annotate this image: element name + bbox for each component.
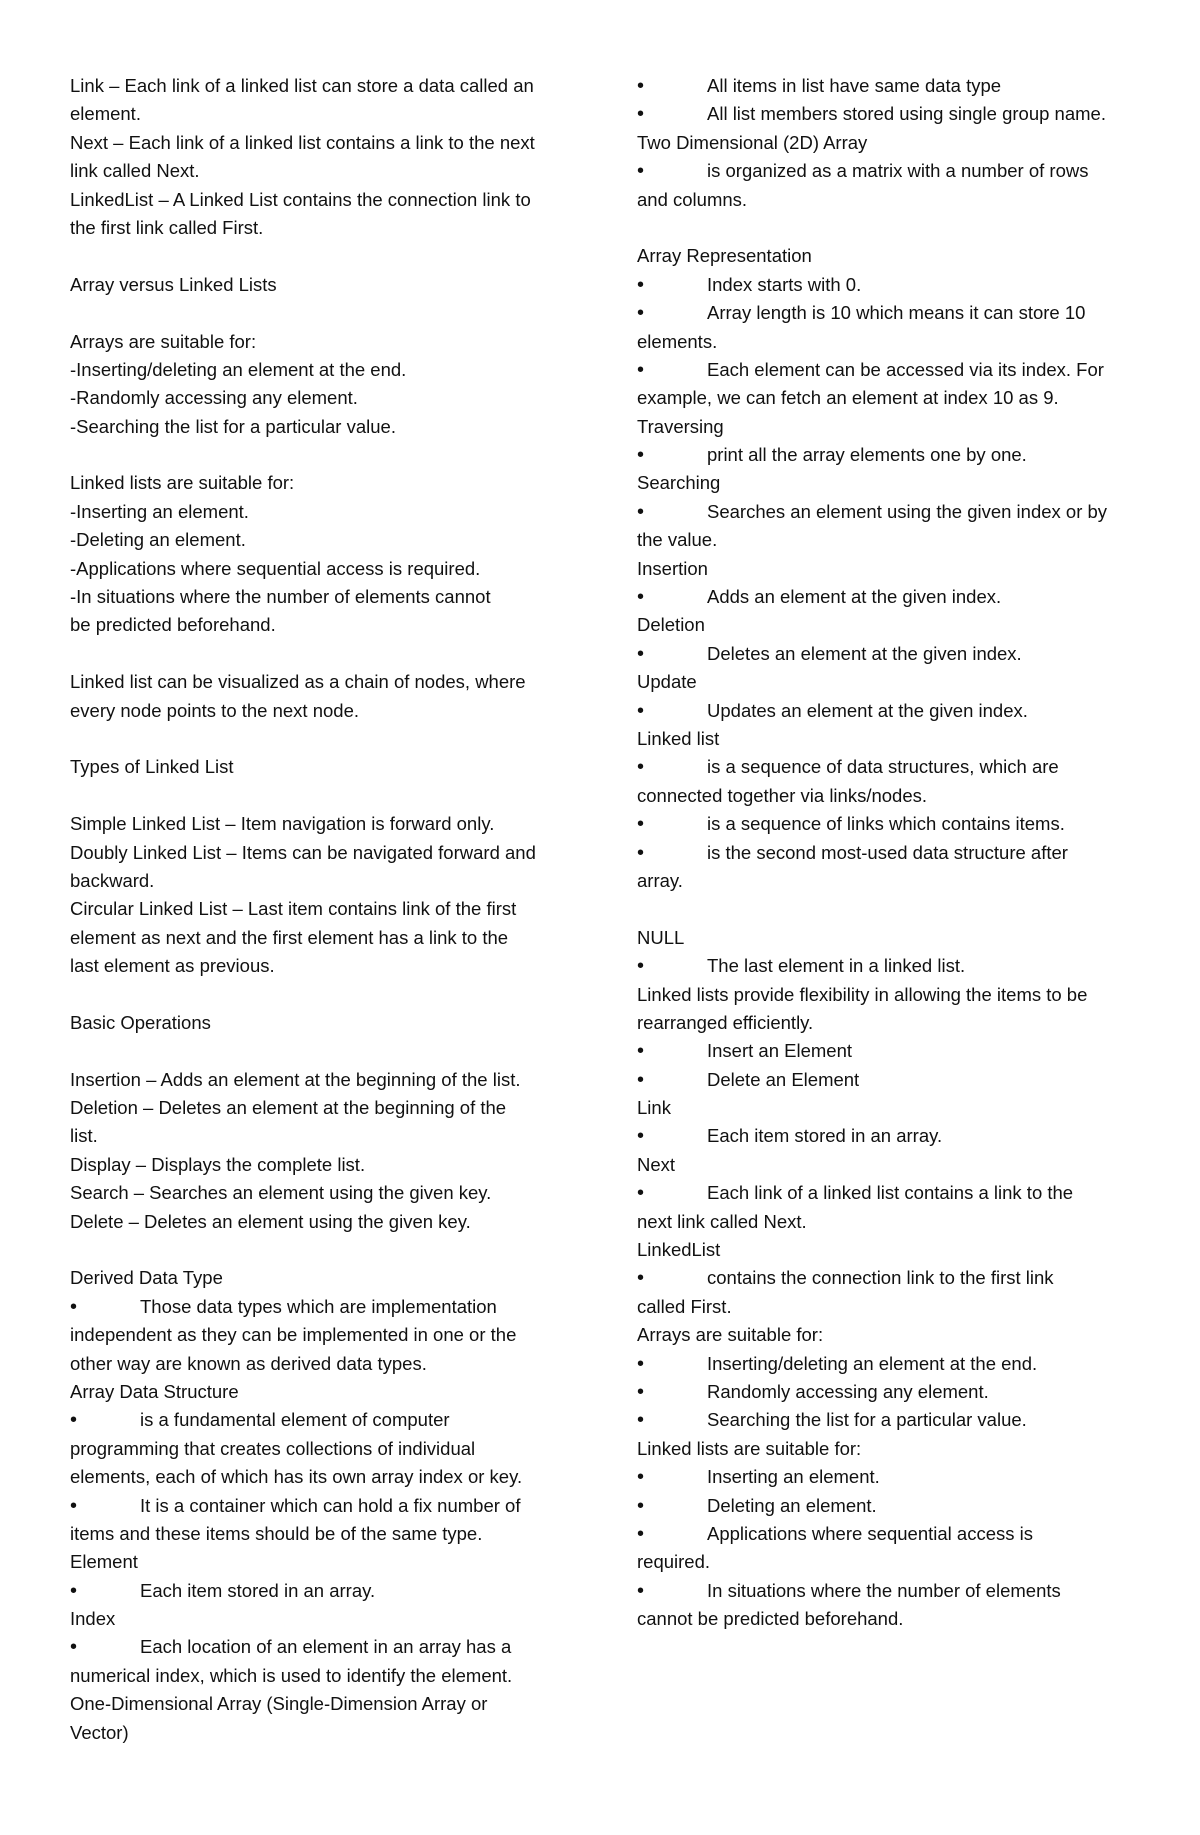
blank-line bbox=[637, 214, 1137, 242]
text-line: Arrays are suitable for: bbox=[70, 330, 257, 352]
text-line: Traversing bbox=[637, 415, 724, 437]
text-line: Linked lists are suitable for: bbox=[70, 472, 295, 494]
bullet-icon: • bbox=[637, 813, 645, 836]
bullet-text: Inserting an element. bbox=[707, 1466, 880, 1488]
bullet-text: is a sequence of data structures, which are bbox=[707, 756, 1059, 778]
text-line: LinkedList bbox=[637, 1239, 721, 1261]
text-line: -In situations where the number of elements cannot bbox=[70, 586, 491, 608]
bullet-icon: • bbox=[637, 1522, 645, 1545]
text-line: array. bbox=[637, 869, 683, 891]
bullet-text: The last element in a linked list. bbox=[707, 955, 966, 977]
bullet-item bbox=[637, 1350, 1137, 1378]
text-line: Types of Linked List bbox=[70, 756, 234, 778]
bullet-icon: • bbox=[637, 500, 645, 523]
bullet-icon: • bbox=[637, 1125, 645, 1148]
text-line: the first link called First. bbox=[70, 216, 264, 238]
bullet-item bbox=[637, 498, 1137, 526]
text-line: the value. bbox=[637, 529, 718, 551]
bullet-icon: • bbox=[637, 1068, 645, 1091]
bullet-icon: • bbox=[637, 642, 645, 665]
bullet-icon: • bbox=[637, 841, 645, 864]
text-line: -Applications where sequential access is required. bbox=[70, 557, 481, 579]
bullet-item bbox=[637, 72, 1137, 100]
bullet-text: Searches an element using the given index or by bbox=[707, 500, 1108, 522]
bullet-text: print all the array elements one by one. bbox=[707, 444, 1027, 466]
bullet-icon: • bbox=[637, 302, 645, 325]
text-line: Doubly Linked List – Items can be navigated forward and bbox=[70, 841, 536, 863]
blank-line bbox=[70, 1037, 570, 1065]
text-line: every node points to the next node. bbox=[70, 699, 360, 721]
bullet-text: Adds an element at the given index. bbox=[707, 586, 1002, 608]
text-line: Insertion bbox=[637, 557, 708, 579]
bullet-item bbox=[70, 1293, 570, 1321]
blank-line bbox=[70, 725, 570, 753]
bullet-icon: • bbox=[637, 586, 645, 609]
text-line: numerical index, which is used to identify the element. bbox=[70, 1664, 513, 1686]
text-line: elements. bbox=[637, 330, 718, 352]
text-line: rearranged efficiently. bbox=[637, 1011, 814, 1033]
text-line: Simple Linked List – Item navigation is forward only. bbox=[70, 813, 495, 835]
text-line: Delete – Deletes an element using the given key. bbox=[70, 1210, 471, 1232]
bullet-icon: • bbox=[637, 955, 645, 978]
bullet-item bbox=[637, 839, 1137, 867]
text-line: Next bbox=[637, 1153, 676, 1175]
text-line: -Inserting/deleting an element at the end. bbox=[70, 358, 407, 380]
bullet-item bbox=[637, 810, 1137, 838]
text-line: Display – Displays the complete list. bbox=[70, 1153, 366, 1175]
bullet-item bbox=[637, 356, 1137, 384]
text-line: Derived Data Type bbox=[70, 1267, 223, 1289]
text-line: One-Dimensional Array (Single-Dimension Array or bbox=[70, 1693, 488, 1715]
text-line: called First. bbox=[637, 1295, 732, 1317]
bullet-icon: • bbox=[637, 699, 645, 722]
bullet-icon: • bbox=[637, 756, 645, 779]
text-line: Update bbox=[637, 671, 697, 693]
bullet-item bbox=[70, 1633, 570, 1661]
text-line: items and these items should be of the same type. bbox=[70, 1522, 483, 1544]
bullet-text: All list members stored using single group name. bbox=[707, 103, 1106, 125]
bullet-item bbox=[637, 1406, 1137, 1434]
text-line: Search – Searches an element using the given key. bbox=[70, 1182, 492, 1204]
text-line: next link called Next. bbox=[637, 1210, 807, 1232]
bullet-text: Inserting/deleting an element at the end. bbox=[707, 1352, 1038, 1374]
blank-line bbox=[637, 895, 1137, 923]
bullet-icon: • bbox=[637, 1267, 645, 1290]
text-line: list. bbox=[70, 1125, 98, 1147]
text-line: Next – Each link of a linked list contains a link to the next bbox=[70, 131, 535, 153]
text-line: Insertion – Adds an element at the beginning of the list. bbox=[70, 1068, 521, 1090]
bullet-text: Each location of an element in an array has a bbox=[140, 1636, 512, 1658]
bullet-icon: • bbox=[637, 1409, 645, 1432]
text-line: link called Next. bbox=[70, 160, 200, 182]
bullet-text: is organized as a matrix with a number of rows bbox=[707, 160, 1089, 182]
text-line: Element bbox=[70, 1551, 138, 1573]
bullet-item bbox=[637, 640, 1137, 668]
bullet-icon: • bbox=[637, 75, 645, 97]
bullet-item bbox=[637, 100, 1137, 128]
text-line: Linked lists are suitable for: bbox=[637, 1437, 862, 1459]
blank-line bbox=[70, 782, 570, 810]
text-line: -Deleting an element. bbox=[70, 529, 246, 551]
bullet-text: contains the connection link to the first link bbox=[707, 1267, 1054, 1289]
text-line: last element as previous. bbox=[70, 955, 275, 977]
bullet-icon: • bbox=[70, 1494, 78, 1517]
bullet-text: Those data types which are implementation bbox=[140, 1295, 497, 1317]
text-line: cannot be predicted beforehand. bbox=[637, 1608, 904, 1630]
bullet-icon: • bbox=[637, 273, 645, 296]
bullet-text: Each item stored in an array. bbox=[707, 1125, 943, 1147]
text-line: independent as they can be implemented in one or the bbox=[70, 1324, 517, 1346]
text-line: Linked list can be visualized as a chain of nodes, where bbox=[70, 671, 526, 693]
bullet-icon: • bbox=[637, 160, 645, 183]
bullet-text: Each link of a linked list contains a link to the bbox=[707, 1182, 1074, 1204]
blank-line bbox=[70, 640, 570, 668]
bullet-item bbox=[637, 1122, 1137, 1150]
bullet-item bbox=[637, 1179, 1137, 1207]
text-line: other way are known as derived data types. bbox=[70, 1352, 427, 1374]
bullet-text: Array length is 10 which means it can store 10 bbox=[707, 302, 1086, 324]
bullet-text: In situations where the number of elements bbox=[707, 1579, 1061, 1601]
text-line: Two Dimensional (2D) Array bbox=[637, 131, 868, 153]
bullet-item bbox=[637, 583, 1137, 611]
bullet-icon: • bbox=[637, 1579, 645, 1602]
blank-line bbox=[70, 299, 570, 327]
text-line: -Searching the list for a particular value. bbox=[70, 415, 396, 437]
bullet-text: is the second most-used data structure after bbox=[707, 841, 1068, 863]
text-line: backward. bbox=[70, 869, 155, 891]
bullet-item bbox=[637, 697, 1137, 725]
bullet-item bbox=[637, 1520, 1137, 1548]
text-line: Searching bbox=[637, 472, 721, 494]
bullet-icon: • bbox=[637, 358, 645, 381]
bullet-item bbox=[637, 952, 1137, 980]
text-line: Arrays are suitable for: bbox=[637, 1324, 824, 1346]
bullet-item bbox=[70, 1577, 570, 1605]
bullet-text: Searching the list for a particular value. bbox=[707, 1409, 1027, 1431]
text-line: programming that creates collections of individual bbox=[70, 1437, 476, 1459]
text-line: Link – Each link of a linked list can store a data called an bbox=[70, 75, 534, 96]
text-line: element as next and the first element has a link to the bbox=[70, 926, 509, 948]
bullet-item bbox=[637, 1492, 1137, 1520]
bullet-item bbox=[637, 1463, 1137, 1491]
blank-line bbox=[70, 981, 570, 1009]
bullet-item bbox=[637, 441, 1137, 469]
bullet-item bbox=[637, 1378, 1137, 1406]
bullet-icon: • bbox=[70, 1579, 78, 1602]
text-line: connected together via links/nodes. bbox=[637, 784, 928, 806]
bullet-text: Each item stored in an array. bbox=[140, 1579, 376, 1601]
bullet-item bbox=[637, 299, 1137, 327]
bullet-item bbox=[70, 1406, 570, 1434]
bullet-item bbox=[637, 1577, 1137, 1605]
bullet-icon: • bbox=[637, 1466, 645, 1489]
bullet-icon: • bbox=[637, 1182, 645, 1205]
bullet-text: Updates an element at the given index. bbox=[707, 699, 1028, 721]
text-line: Link bbox=[637, 1097, 671, 1119]
text-line: LinkedList – A Linked List contains the connection link to bbox=[70, 188, 531, 210]
text-line: example, we can fetch an element at index 10 as 9. bbox=[637, 387, 1059, 409]
bullet-text: It is a container which can hold a fix number of bbox=[140, 1494, 521, 1516]
text-line: Index bbox=[70, 1608, 116, 1630]
text-line: Basic Operations bbox=[70, 1011, 211, 1033]
bullet-text: All items in list have same data type bbox=[707, 75, 1002, 96]
bullet-text: Deletes an element at the given index. bbox=[707, 642, 1022, 664]
bullet-icon: • bbox=[637, 1352, 645, 1375]
text-line: be predicted beforehand. bbox=[70, 614, 276, 636]
blank-line bbox=[70, 242, 570, 270]
bullet-text: Insert an Element bbox=[707, 1040, 852, 1062]
blank-line bbox=[70, 441, 570, 469]
bullet-text: Deleting an element. bbox=[707, 1494, 877, 1516]
text-line: -Randomly accessing any element. bbox=[70, 387, 358, 409]
text-line: Array Representation bbox=[637, 245, 812, 267]
bullet-item bbox=[637, 271, 1137, 299]
bullet-icon: • bbox=[70, 1295, 78, 1318]
text-line: Array Data Structure bbox=[70, 1380, 239, 1402]
bullet-icon: • bbox=[637, 444, 645, 467]
bullet-text: Each element can be accessed via its index. For bbox=[707, 358, 1104, 380]
bullet-icon: • bbox=[637, 1494, 645, 1517]
left-column bbox=[70, 72, 570, 1747]
bullet-item bbox=[637, 157, 1137, 185]
bullet-icon: • bbox=[637, 103, 645, 126]
bullet-text: Randomly accessing any element. bbox=[707, 1380, 989, 1402]
text-line: Deletion bbox=[637, 614, 705, 636]
bullet-text: Applications where sequential access is bbox=[707, 1522, 1033, 1544]
text-line: Circular Linked List – Last item contains link of the first bbox=[70, 898, 517, 920]
text-line: NULL bbox=[637, 926, 685, 948]
bullet-item bbox=[70, 1492, 570, 1520]
text-line: Linked list bbox=[637, 727, 720, 749]
text-line: Array versus Linked Lists bbox=[70, 273, 277, 295]
text-line: required. bbox=[637, 1551, 711, 1573]
bullet-icon: • bbox=[637, 1040, 645, 1063]
bullet-item bbox=[637, 1066, 1137, 1094]
blank-line bbox=[70, 1236, 570, 1264]
text-line: Deletion – Deletes an element at the beginning of the bbox=[70, 1097, 507, 1119]
bullet-item bbox=[637, 753, 1137, 781]
text-line: element. bbox=[70, 103, 141, 125]
bullet-item bbox=[637, 1264, 1137, 1292]
bullet-icon: • bbox=[70, 1409, 78, 1432]
text-line: -Inserting an element. bbox=[70, 500, 249, 522]
bullet-icon: • bbox=[637, 1380, 645, 1403]
bullet-item bbox=[637, 1037, 1137, 1065]
text-line: Linked lists provide flexibility in allowing the items to be bbox=[637, 983, 1088, 1005]
text-line: and columns. bbox=[637, 188, 748, 210]
bullet-text: Index starts with 0. bbox=[707, 273, 862, 295]
bullet-icon: • bbox=[70, 1636, 78, 1659]
bullet-text: Delete an Element bbox=[707, 1068, 860, 1090]
bullet-text: is a sequence of links which contains items. bbox=[707, 813, 1065, 835]
bullet-text: is a fundamental element of computer bbox=[140, 1409, 450, 1431]
text-line: Vector) bbox=[70, 1721, 129, 1743]
right-column bbox=[637, 72, 1137, 1633]
text-line: elements, each of which has its own array index or key. bbox=[70, 1466, 523, 1488]
